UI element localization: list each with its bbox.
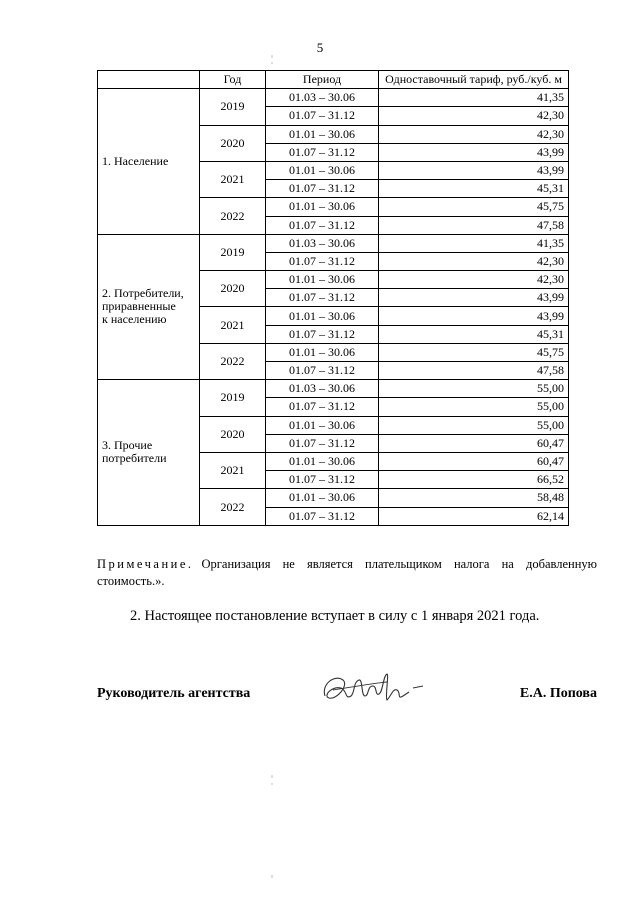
period-cell: 01.07 – 31.12	[266, 252, 379, 270]
tariff-value-cell: 58,48	[379, 489, 569, 507]
effective-date-paragraph: 2. Настоящее постановление вступает в силу с 1 января 2021 года.	[130, 608, 540, 624]
header-year: Год	[200, 71, 266, 89]
tariff-value-cell: 47,58	[379, 362, 569, 380]
tariff-value-cell: 45,31	[379, 325, 569, 343]
note	[97, 556, 597, 590]
year-cell: 2021	[200, 161, 266, 197]
table-header-row	[98, 71, 569, 89]
tariff-value-cell: 43,99	[379, 289, 569, 307]
period-cell: 01.01 – 30.06	[266, 271, 379, 289]
tariff-value-cell: 62,14	[379, 507, 569, 525]
signature-block	[97, 682, 597, 712]
period-cell: 01.03 – 30.06	[266, 234, 379, 252]
tariff-value-cell: 45,75	[379, 198, 569, 216]
period-cell: 01.01 – 30.06	[266, 489, 379, 507]
tariff-value-cell: 55,00	[379, 398, 569, 416]
table-row	[98, 89, 569, 107]
consumer-category-cell: 1. Население	[98, 89, 200, 235]
period-cell: 01.07 – 31.12	[266, 216, 379, 234]
tariff-value-cell: 45,75	[379, 343, 569, 361]
tariff-value-cell: 43,99	[379, 143, 569, 161]
tariff-value-cell: 42,30	[379, 252, 569, 270]
year-cell: 2022	[200, 489, 266, 525]
period-cell: 01.01 – 30.06	[266, 416, 379, 434]
scan-artifacts	[268, 0, 276, 905]
tariff-value-cell: 41,35	[379, 89, 569, 107]
tariff-value-cell: 42,30	[379, 271, 569, 289]
consumer-category-cell: 3. Прочие потребители	[98, 380, 200, 526]
period-cell: 01.01 – 30.06	[266, 452, 379, 470]
tariff-value-cell: 55,00	[379, 380, 569, 398]
period-cell: 01.07 – 31.12	[266, 507, 379, 525]
consumer-category-cell: 2. Потребители, приравненные к населению	[98, 234, 200, 380]
period-cell: 01.07 – 31.12	[266, 180, 379, 198]
period-cell: 01.07 – 31.12	[266, 398, 379, 416]
period-cell: 01.07 – 31.12	[266, 362, 379, 380]
header-period: Период	[266, 71, 379, 89]
tariff-value-cell: 43,99	[379, 161, 569, 179]
year-cell: 2019	[200, 380, 266, 416]
tariff-table-body	[98, 89, 569, 526]
period-cell: 01.07 – 31.12	[266, 143, 379, 161]
tariff-value-cell: 66,52	[379, 471, 569, 489]
period-cell: 01.01 – 30.06	[266, 161, 379, 179]
period-cell: 01.07 – 31.12	[266, 471, 379, 489]
tariff-value-cell: 60,47	[379, 434, 569, 452]
period-cell: 01.01 – 30.06	[266, 125, 379, 143]
tariff-value-cell: 45,31	[379, 180, 569, 198]
header-category	[98, 71, 200, 89]
tariff-value-cell: 60,47	[379, 452, 569, 470]
note-text: Организация не является плательщиком налога на добавленную стоимость.».	[97, 557, 597, 588]
period-cell: 01.07 – 31.12	[266, 289, 379, 307]
handwritten-signature	[317, 666, 427, 712]
table-row	[98, 380, 569, 398]
period-cell: 01.03 – 30.06	[266, 380, 379, 398]
signatory-name: Е.А. Попова	[519, 686, 597, 701]
year-cell: 2019	[200, 89, 266, 125]
table-row	[98, 234, 569, 252]
note-label: Примечание.	[97, 557, 194, 571]
period-cell: 01.01 – 30.06	[266, 307, 379, 325]
tariff-value-cell: 42,30	[379, 125, 569, 143]
year-cell: 2019	[200, 234, 266, 270]
year-cell: 2020	[200, 416, 266, 452]
tariff-value-cell: 43,99	[379, 307, 569, 325]
tariff-value-cell: 41,35	[379, 234, 569, 252]
year-cell: 2020	[200, 271, 266, 307]
year-cell: 2021	[200, 307, 266, 343]
period-cell: 01.01 – 30.06	[266, 198, 379, 216]
period-cell: 01.07 – 31.12	[266, 434, 379, 452]
year-cell: 2020	[200, 125, 266, 161]
year-cell: 2021	[200, 452, 266, 488]
tariff-table	[97, 70, 569, 526]
signatory-title: Руководитель агентства	[97, 686, 251, 701]
period-cell: 01.07 – 31.12	[266, 107, 379, 125]
header-tariff: Одноставочный тариф, руб./куб. м	[379, 71, 569, 89]
period-cell: 01.01 – 30.06	[266, 343, 379, 361]
tariff-value-cell: 55,00	[379, 416, 569, 434]
tariff-value-cell: 47,58	[379, 216, 569, 234]
period-cell: 01.03 – 30.06	[266, 89, 379, 107]
page-number: 5	[316, 40, 324, 55]
year-cell: 2022	[200, 198, 266, 234]
period-cell: 01.07 – 31.12	[266, 325, 379, 343]
tariff-value-cell: 42,30	[379, 107, 569, 125]
year-cell: 2022	[200, 343, 266, 379]
